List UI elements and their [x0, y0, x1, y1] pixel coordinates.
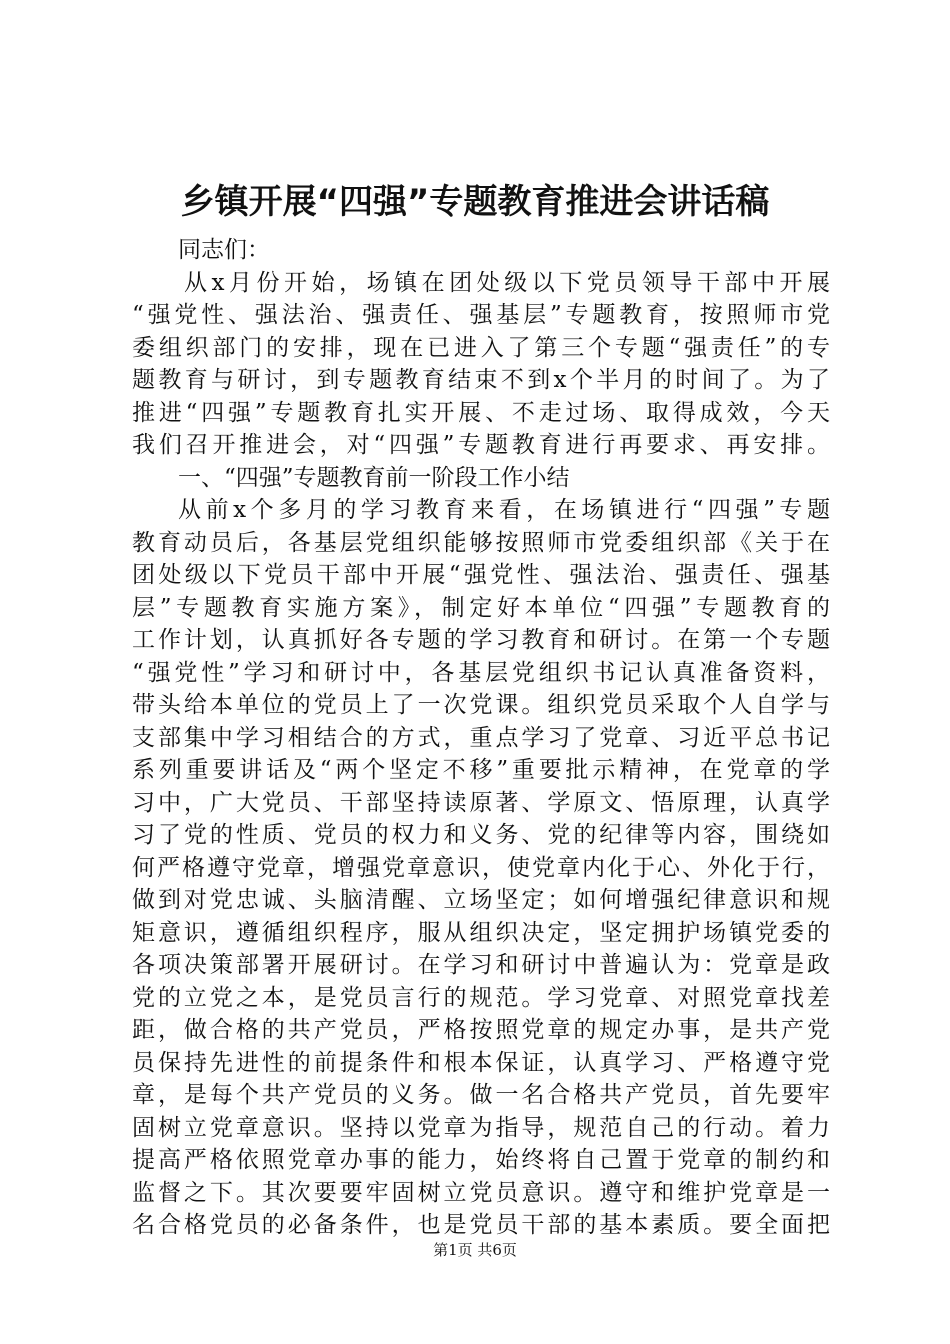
paragraph-line: 习中，广大党员、干部坚持读原著、学原文、悟原理，认真学 — [132, 789, 830, 816]
paragraph-line: 从前x个多月的学习教育来看，在场镇进行“四强”专题 — [178, 497, 830, 523]
document-body — [132, 234, 830, 1242]
paragraph-line: 做到对党忠诚、头脑清醒、立场坚定；如何增强纪律意识和规 — [132, 887, 830, 913]
paragraph-line: 何严格遵守党章，增强党章意识，使党章内化于心、外化于行， — [132, 854, 830, 881]
paragraph-line: 系列重要讲话及“两个坚定不移”重要批示精神，在党章的学 — [132, 757, 830, 783]
paragraph-line: 支部集中学习相结合的方式，重点学习了党章、习近平总书记 — [132, 724, 830, 751]
paragraph-line: 监督之下。其次要要牢固树立党员意识。遵守和维护党章是一 — [132, 1179, 830, 1206]
paragraph-line: 党的立党之本，是党员言行的规范。学习党章、对照党章找差 — [132, 984, 830, 1011]
paragraph-line: 章，是每个共产党员的义务。做一名合格共产党员，首先要牢 — [132, 1082, 830, 1108]
paragraph-line: 员保持先进性的前提条件和根本保证，认真学习、严格遵守党 — [132, 1049, 830, 1076]
paragraph-line: 提高严格依照党章办事的能力，始终将自己置于党章的制约和 — [132, 1147, 830, 1173]
paragraph-line: 层”专题教育实施方案》，制定好本单位“四强”专题教育的 — [132, 594, 830, 621]
paragraph-line: 教育动员后，各基层党组织能够按照师市党委组织部《关于在 — [132, 529, 830, 556]
paragraph-line: 我们召开推进会，对“四强”专题教育进行再要求、再安排。 — [132, 432, 830, 458]
document-title: 乡镇开展“四强”专题教育推进会讲话稿 — [180, 182, 770, 222]
paragraph-line: 习了党的性质、党员的权力和义务、党的纪律等内容，围绕如 — [132, 822, 830, 848]
paragraph-line: 矩意识，遵循组织程序，服从组织决定，坚定拥护场镇党委的 — [132, 919, 830, 946]
paragraph-line: 推进“四强”专题教育扎实开展、不走过场、取得成效，今天 — [132, 399, 830, 426]
salutation: 同志们： — [178, 237, 270, 263]
paragraph-line: 名合格党员的必备条件，也是党员干部的基本素质。要全面把 — [132, 1212, 830, 1238]
paragraph-line: 距，做合格的共产党员，严格按照党章的规定办事，是共产党 — [132, 1017, 830, 1043]
paragraph-line: “强党性、强法治、强责任、强基层”专题教育，按照师市党 — [132, 302, 830, 328]
section-heading: 一、“四强”专题教育前一阶段工作小结 — [178, 464, 570, 491]
page-number-footer: 第1页 共6页 — [433, 1241, 517, 1259]
paragraph-line: 团处级以下党员干部中开展“强党性、强法治、强责任、强基 — [132, 562, 830, 588]
paragraph-line: 带头给本单位的党员上了一次党课。组织党员采取个人自学与 — [132, 692, 830, 718]
paragraph-line: 从x月份开始，场镇在团处级以下党员领导干部中开展 — [184, 269, 830, 296]
paragraph-line: 委组织部门的安排，现在已进入了第三个专题“强责任”的专 — [132, 334, 830, 361]
paragraph-line: 题教育与研讨，到专题教育结束不到x个半月的时间了。为了 — [132, 367, 830, 393]
paragraph-line: “强党性”学习和研讨中，各基层党组织书记认真准备资料， — [132, 659, 830, 686]
paragraph-line: 工作计划，认真抓好各专题的学习教育和研讨。在第一个专题 — [132, 627, 830, 653]
paragraph-line: 各项决策部署开展研讨。在学习和研讨中普遍认为：党章是政 — [132, 952, 830, 978]
paragraph-line: 固树立党章意识。坚持以党章为指导，规范自己的行动。着力 — [132, 1114, 830, 1141]
